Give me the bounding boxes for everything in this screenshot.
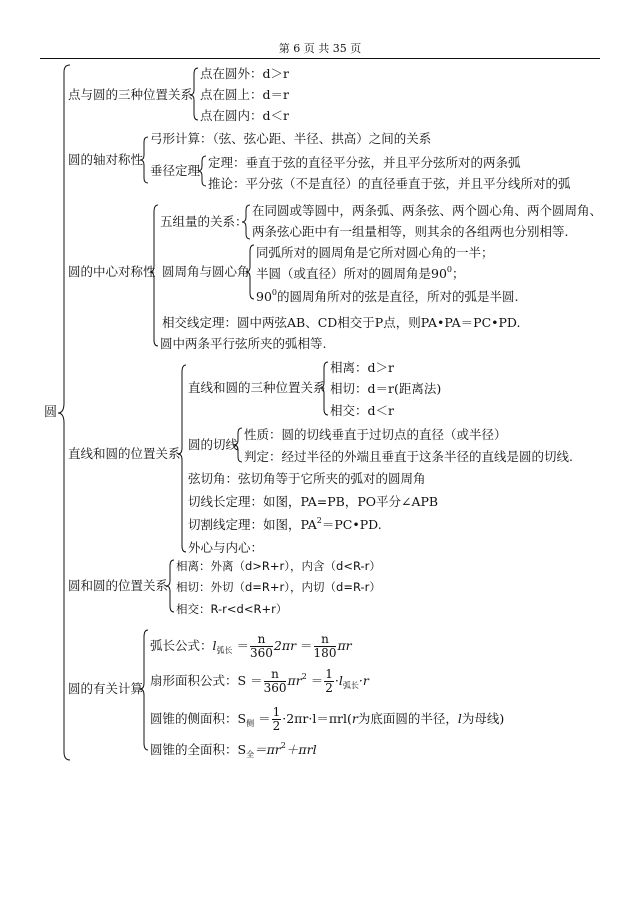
tangent-judge: 判定：经过半径的外端且垂直于这条半径的直线是圆的切线.	[244, 449, 573, 464]
point-on: 点在圆上：d＝r	[200, 87, 289, 102]
angle-line-3: $90^0$的圆周角所对的弦是直径，所对的弧是半圆.	[256, 288, 519, 304]
three-title: 直线和圆的三种位置关系	[188, 380, 326, 395]
cone-total-formula: 圆锥的全面积：$S_全=\pi r^2+\pi rl$	[150, 741, 317, 759]
root-brace	[58, 65, 70, 760]
centers: 外心与内心：	[188, 540, 264, 555]
perp-theorem: 定理：垂直于弦的直径平分弦，并且平分弦所对的两条弧	[208, 155, 521, 170]
tangent-title: 圆的切线	[188, 437, 239, 452]
angle-line-2: 半圆（或直径）所对的圆周角是$90^0$；	[256, 265, 465, 281]
axial-title: 圆的轴对称性	[68, 152, 144, 167]
root-label: 圆	[44, 405, 58, 420]
intersect-chord: 相交线定理：圆中两弦AB、CD相交于P点，则PA•PA＝PC•PD.	[162, 315, 521, 330]
rel-separate: 相离：d＞r	[330, 360, 394, 375]
perp-corollary: 推论：平分弦（不是直径）的直径垂直于弦，并且平分线所对的弧	[208, 176, 571, 191]
cc-tangent: 相切：外切（d=R+r），内切（d=R-r）	[176, 580, 381, 594]
tangent-length: 切线长定理：如图，PA=PB，PO平分∠APB	[188, 494, 439, 509]
rel-tangent: 相切：d＝r(距离法)	[330, 381, 442, 396]
cc-separate: 相离：外离（d>R+r），内含（d<R-r）	[176, 559, 381, 573]
tangent-property: 性质：圆的切线垂直于过切点的直径（或半径）	[244, 427, 507, 442]
line-circle-title: 直线和圆的位置关系	[68, 446, 181, 461]
secant-theorem: 切割线定理：如图，$PA^2=PC•PD$.	[188, 516, 382, 532]
angle-line-1: 同弧所对的圆周角是它所对圆心角的一半；	[256, 245, 494, 260]
cone-side-formula: 圆锥的侧面积：$S_侧$ ＝ $\frac{1}{2}$ ·2πr·l＝πrl(r为底面圆的半径，l为母线)	[150, 705, 505, 733]
rel-intersect: 相交：d＜r	[330, 403, 394, 418]
page-header: 第 6 页 共 35 页	[278, 42, 362, 55]
calc-title: 圆的有关计算	[68, 681, 144, 696]
parallel-chord: 圆中两条平行弦所夹的弧相等.	[160, 336, 327, 351]
chord-tangent-angle: 弦切角：弦切角等于它所夹的弧对的圆周角	[188, 471, 426, 486]
angle-title: 圆周角与圆心角	[162, 264, 250, 279]
cc-intersect: 相交：R-r<d<R+r）	[176, 602, 288, 616]
bow-calc: 弓形计算：（弦、弦心距、半径、拱高）之间的关系	[150, 131, 432, 146]
central-title: 圆的中心对称性	[68, 264, 156, 279]
circle-circle-title: 圆和圆的位置关系	[68, 578, 169, 593]
arc-formula: 弧长公式：$l_{弧长}$ ＝ $\frac{n}{360}$ 2πr ＝ $\frac{n}{180}$ πr	[150, 632, 352, 660]
point-circle-title: 点与圆的三种位置关系	[68, 87, 194, 102]
sector-formula: 扇形面积公式：S ＝ $\frac{n}{360}$ $\pi r^2$ ＝ $\frac{1}{2}$ $\cdot l_{弧长}\cdot r$	[150, 667, 369, 695]
perp-title: 垂径定理	[150, 163, 201, 178]
point-inside: 点在圆内：d＜r	[200, 108, 289, 123]
five-line-2: 两条弦心距中有一组量相等，则其余的各组两也分别相等.	[252, 224, 569, 239]
point-outside: 点在圆外：d＞r	[200, 66, 289, 81]
five-title: 五组量的关系：	[160, 214, 248, 229]
header-rule	[40, 58, 600, 59]
five-line-1: 在同圆或等圆中，两条弧、两条弦、两个圆心角、两个圆周角、	[252, 203, 603, 218]
